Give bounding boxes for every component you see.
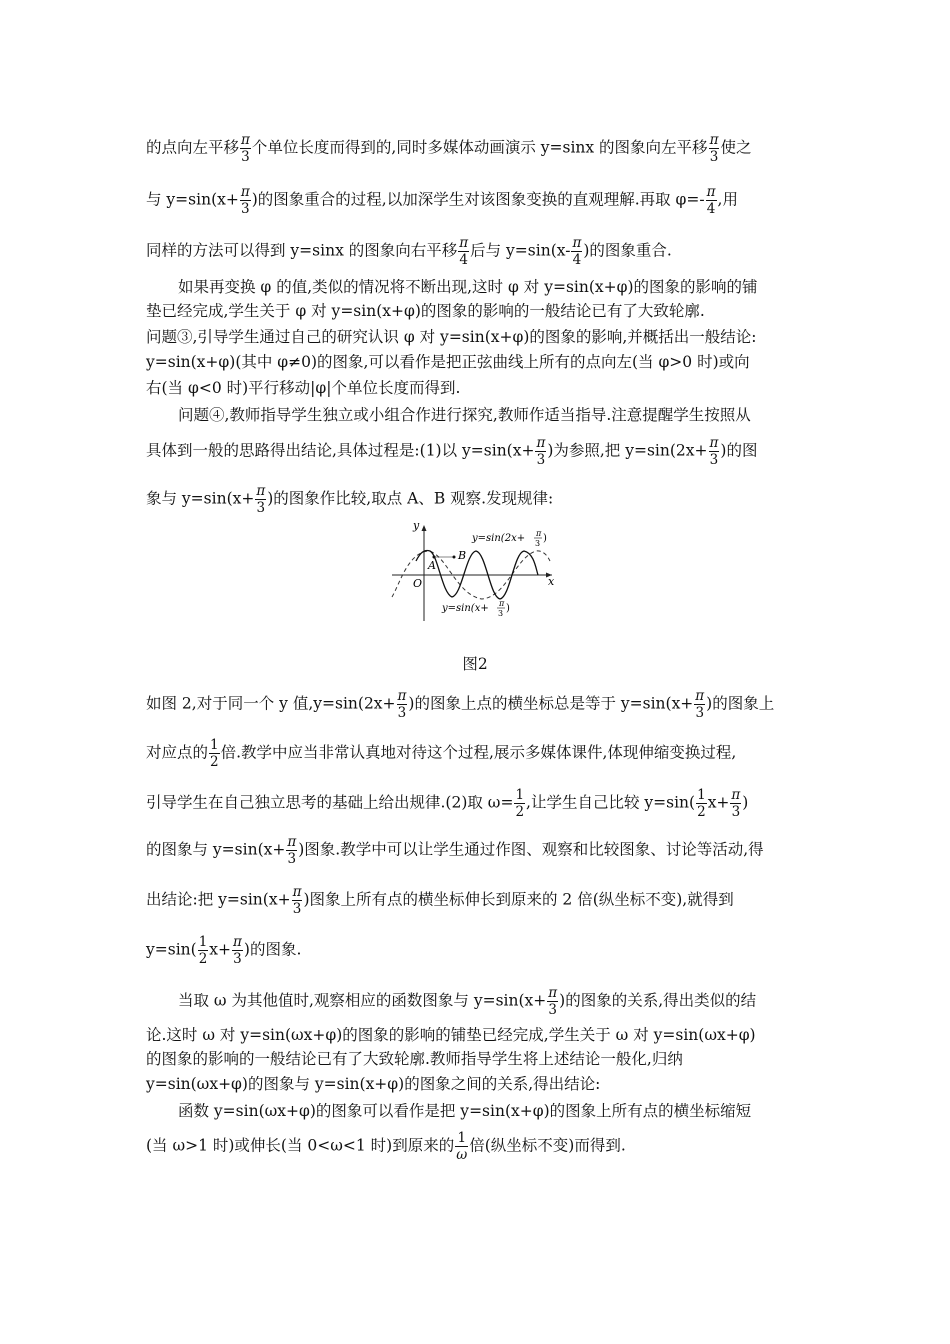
figure-caption: 图2 (462, 655, 488, 673)
paragraph-line (146, 884, 810, 917)
fraction-pi-3: $\frac{\pi}{3}$ (536, 435, 546, 468)
fraction-1-2: $\frac{1}{2}$ (210, 737, 219, 770)
paragraph-line (146, 435, 810, 468)
text: x+ (707, 793, 730, 812)
y-axis-label: y (413, 519, 420, 532)
fraction-pi-3: $\frac{\pi}{3}$ (709, 132, 719, 165)
top-curve-label-close: ) (543, 533, 547, 544)
bottom-curve-label: y=sin(x+ (442, 603, 489, 614)
text: 使之 (720, 138, 752, 157)
text: 对应点的 (146, 743, 209, 762)
y-axis-arrow-icon (422, 525, 427, 531)
text: 如图 2,对于同一个 y 值,y=sin(2x+ (146, 694, 396, 713)
fraction-pi-3: $\frac{\pi}{3}$ (731, 787, 741, 820)
point-b-label: B (458, 549, 467, 562)
fraction-pi-4: $\frac{\pi}{4}$ (706, 184, 716, 217)
text: ,让学生自己比较 y=sin( (526, 793, 696, 812)
paragraph-line (146, 737, 810, 770)
text: )的图象的关系,得出类似的结 (559, 991, 757, 1010)
fraction-pi-3: $\frac{\pi}{3}$ (548, 985, 558, 1018)
paragraph-line (146, 834, 810, 867)
fraction-pi-4: $\frac{\pi}{4}$ (459, 235, 469, 268)
bottom-curve-label-pi: π (499, 599, 505, 608)
top-curve-label-pi: π (536, 529, 542, 538)
fraction-pi-3: $\frac{\pi}{3}$ (709, 435, 719, 468)
text: 个单位长度而得到的,同时多媒体动画演示 y=sinx 的图象向左平移 (251, 138, 708, 157)
point-a-label: A (428, 559, 436, 572)
paragraph-line (146, 132, 810, 165)
x-axis-label: x (548, 575, 555, 588)
fraction-1-2: $\frac{1}{2}$ (697, 787, 706, 820)
paragraph-line: 函数 y=sin(ωx+φ)的图象可以看作是把 y=sin(x+φ)的图象上所有点的横坐标缩短 (178, 1102, 752, 1120)
text: 当取 ω 为其他值时,观察相应的函数图象与 y=sin(x+ (178, 991, 547, 1010)
fraction-pi-3: $\frac{\pi}{3}$ (233, 934, 242, 967)
fraction-pi-3: $\frac{\pi}{3}$ (287, 834, 297, 867)
text: 与 y=sin(x+ (146, 190, 239, 209)
fraction-pi-3: $\frac{\pi}{3}$ (256, 483, 266, 516)
top-curve-label: y=sin(2x+ (472, 533, 526, 544)
text: )为参照,把 y=sin(2x+ (547, 441, 708, 460)
text: )图象.教学中可以让学生通过作图、观察和比较图象、讨论等活动,得 (298, 840, 764, 859)
text: )图象上所有点的横坐标伸长到原来的 2 倍(纵坐标不变),就得到 (303, 890, 734, 909)
paragraph-line: y=sin(x+φ)(其中 φ≠0)的图象,可以看作是把正弦曲线上所有的点向左(当 φ>0 时)或向 (146, 353, 750, 371)
text: x+ (209, 940, 232, 959)
text: )的图象上 (706, 694, 775, 713)
fraction-pi-3: $\frac{\pi}{3}$ (241, 132, 250, 165)
text: 后与 y=sin(x- (470, 241, 571, 260)
text: )的图象重合. (583, 241, 672, 260)
text: )的图 (720, 441, 758, 460)
paragraph-line (146, 934, 810, 967)
paragraph-line: y=sin(ωx+φ)的图象与 y=sin(x+φ)的图象之间的关系,得出结论: (146, 1075, 601, 1093)
fraction-pi-3: $\frac{\pi}{3}$ (397, 688, 407, 721)
paragraph-line: 问题④,教师指导学生独立或小组合作进行探究,教师作适当指导.注意提醒学生按照从 (178, 406, 751, 424)
text: 象与 y=sin(x+ (146, 489, 255, 508)
text: 引导学生在自己独立思考的基础上给出规律.(2)取 ω= (146, 793, 514, 812)
text: 倍(纵坐标不变)而得到. (469, 1136, 626, 1155)
bottom-curve-label-close: ) (506, 603, 510, 614)
text: )的图象重合的过程,以加深学生对该图象变换的直观理解.再取 φ=- (251, 190, 705, 209)
paragraph-line (146, 1130, 810, 1163)
bottom-curve-label-three: 3 (498, 609, 504, 618)
paragraph-line (178, 985, 810, 1018)
fraction-1-2: $\frac{1}{2}$ (515, 787, 525, 820)
text: 倍.教学中应当非常认真地对待这个过程,展示多媒体课件,体现伸缩变换过程, (220, 743, 737, 762)
paragraph-line: 的图象的影响的一般结论已有了大致轮廓.教师指导学生将上述结论一般化,归纳 (146, 1050, 683, 1068)
fraction-pi-3: $\frac{\pi}{3}$ (292, 884, 302, 917)
fraction-1-omega: $\frac{1}{\omega}$ (456, 1130, 468, 1163)
paragraph-line (146, 235, 810, 268)
fraction-1-2: $\frac{1}{2}$ (198, 934, 208, 967)
text: 的图象与 y=sin(x+ (146, 840, 286, 859)
paragraph-line (146, 184, 810, 217)
paragraph-line (146, 688, 810, 721)
text: 出结论:把 y=sin(x+ (146, 890, 291, 909)
paragraph-line: 右(当 φ<0 时)平行移动|φ|个单位长度而得到. (146, 379, 461, 397)
fraction-pi-4: $\frac{\pi}{4}$ (572, 235, 582, 268)
top-curve-label-three: 3 (535, 539, 541, 548)
sine-graph-figure (386, 517, 560, 625)
fraction-pi-3: $\frac{\pi}{3}$ (695, 688, 705, 721)
paragraph-line: 论.这时 ω 对 y=sin(ωx+φ)的图象的影响的铺垫已经完成,学生关于 ω 对 y=sin(ωx+φ) (146, 1026, 756, 1044)
paragraph-line: 如果再变换 φ 的值,类似的情况将不断出现,这时 φ 对 y=sin(x+φ)的图象的影响的铺 (178, 278, 758, 296)
text: y=sin( (146, 940, 197, 959)
text: )的图象作比较,取点 A、B 观察.发现规律: (267, 489, 554, 508)
text: 具体到一般的思路得出结论,具体过程是:(1)以 y=sin(x+ (146, 441, 535, 460)
text: )的图象上点的横坐标总是等于 y=sin(x+ (408, 694, 694, 713)
text: ,用 (717, 190, 738, 209)
paragraph-line (146, 787, 810, 820)
paragraph-line: 问题③,引导学生通过自己的研究认识 φ 对 y=sin(x+φ)的图象的影响,并概括出一般结论: (146, 328, 757, 346)
text: 同样的方法可以得到 y=sinx 的图象向右平移 (146, 241, 458, 260)
text: 的点向左平移 (146, 138, 240, 157)
text: (当 ω>1 时)或伸长(当 0<ω<1 时)到原来的 (146, 1136, 455, 1155)
text: )的图象. (243, 940, 302, 959)
paragraph-line: 垫已经完成,学生关于 φ 对 y=sin(x+φ)的图象的影响的一般结论已有了大致轮廓. (146, 302, 705, 320)
paragraph-line (146, 483, 810, 516)
origin-label: O (413, 577, 423, 590)
text: ) (742, 793, 749, 812)
fraction-pi-3: $\frac{\pi}{3}$ (240, 184, 250, 217)
